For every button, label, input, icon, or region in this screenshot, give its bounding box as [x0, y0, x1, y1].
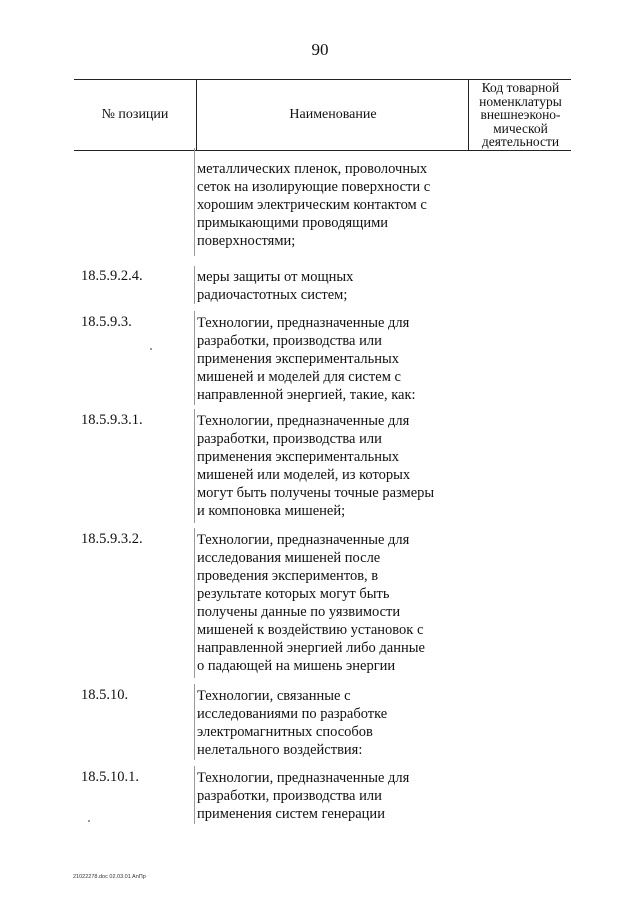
- column-divider: [194, 528, 195, 678]
- column-divider: [194, 311, 195, 405]
- row-text: Технологии, предназначенные для разработки, производства или применения систем генерации: [197, 770, 410, 822]
- header-code-line: Код товарной: [481, 80, 560, 95]
- row-text: Технологии, связанные с исследованиями по разработке электромагнитных способов нелетального воздействия:: [197, 688, 388, 758]
- header-code: [468, 80, 572, 150]
- header-code-line: номенклатуры: [479, 93, 562, 109]
- header-code-line: мической: [493, 120, 548, 136]
- row-position: 18.5.9.3.2.: [81, 531, 143, 547]
- column-divider: [194, 148, 195, 256]
- footer-file-reference: 21022278.doc 02.03.01 AnПр: [73, 874, 146, 880]
- column-divider: [194, 684, 195, 760]
- row-text: меры защиты от мощных радиочастотных систем;: [197, 269, 354, 303]
- column-divider: [194, 766, 195, 824]
- scan-speck: [88, 820, 90, 822]
- column-divider: [194, 266, 195, 304]
- row-text: Технологии, предназначенные для разработки, производства или применения экспериментальных мишеней и моделей для систем с направленной энергией, такие, как:: [197, 315, 416, 403]
- row-position: 18.5.9.3.1.: [81, 412, 143, 428]
- header-name: Наименование: [196, 80, 469, 150]
- row-text: Технологии, предназначенные для исследования мишеней после проведения экспериментов, в результате которых могут быть получены данные по уязвимости мишеней к воздействию установок с направленной энергией либо данные о падающей на мишень энергии: [197, 532, 425, 674]
- row-position: 18.5.10.1.: [81, 769, 139, 785]
- row-text: металлических пленок, проволочных сеток на изолирующие поверхности с хорошим электрическим контактом с примыкающими проводящими поверхностями;: [197, 161, 431, 249]
- row-position: 18.5.9.2.4.: [81, 268, 143, 284]
- page-number: 90: [311, 40, 329, 59]
- row-position: 18.5.9.3.: [81, 314, 132, 330]
- header-code-line: внешнеэконо-: [480, 107, 561, 122]
- header-code-line: деятельности: [481, 134, 560, 149]
- scan-speck: [150, 348, 152, 350]
- column-divider: [194, 409, 195, 523]
- row-text: Технологии, предназначенные для разработки, производства или применения экспериментальных мишеней или моделей, из которых могут быть получены точные размеры и компоновка мишеней;: [197, 413, 435, 519]
- row-position: 18.5.10.: [81, 687, 129, 703]
- table-header: [74, 79, 571, 151]
- header-position: № позиции: [101, 107, 169, 122]
